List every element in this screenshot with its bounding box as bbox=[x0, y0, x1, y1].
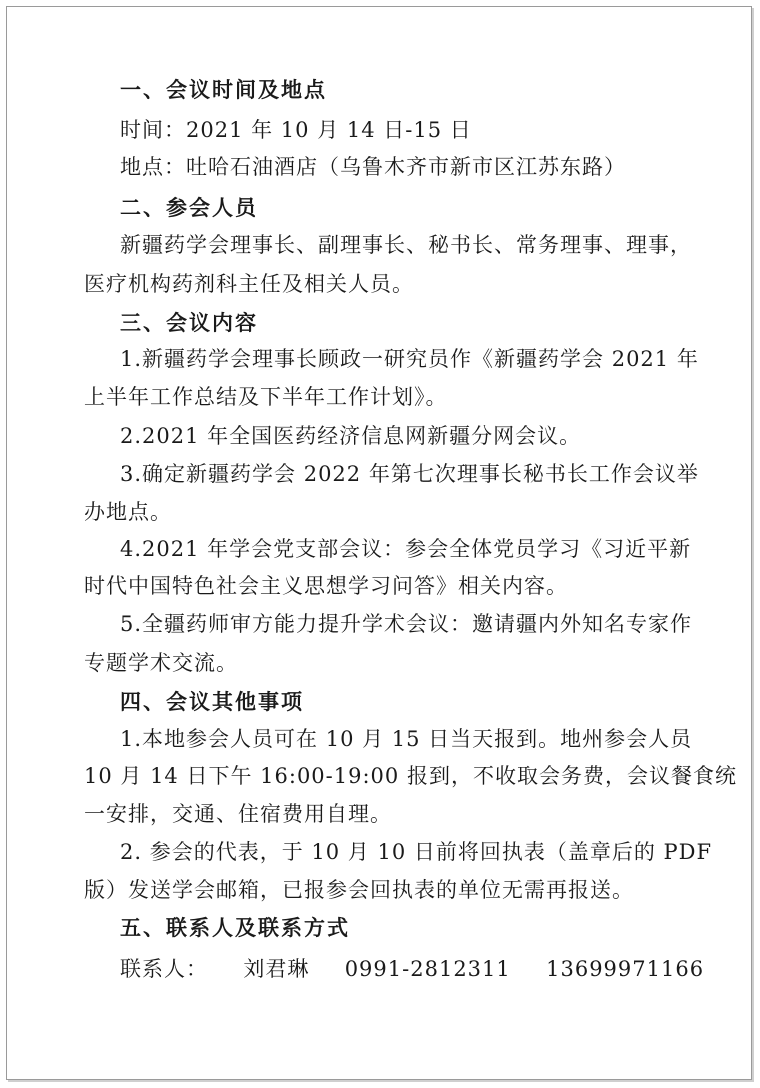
meeting-time-line: 时间：2021 年 10 月 14 日-15 日 bbox=[120, 118, 472, 142]
section-heading-content: 三、会议内容 bbox=[120, 311, 258, 335]
attendees-line-1: 新疆药学会理事长、副理事长、秘书长、常务理事、理事， bbox=[120, 233, 692, 257]
other-item-2-line-2: 版）发送学会邮箱，已报参会回执表的单位无需再报送。 bbox=[84, 878, 634, 902]
attendees-line-2: 医疗机构药剂科主任及相关人员。 bbox=[84, 272, 414, 296]
content-item-4-line-2: 时代中国特色社会主义思想学习问答》相关内容。 bbox=[84, 574, 568, 598]
section-heading-other-matters: 四、会议其他事项 bbox=[120, 690, 304, 714]
other-item-2-line-1: 2. 参会的代表，于 10 月 10 日前将回执表（盖章后的 PDF bbox=[120, 840, 713, 864]
content-item-1-line-2: 上半年工作总结及下半年工作计划》。 bbox=[84, 385, 448, 409]
other-item-1-line-1: 1.本地参会人员可在 10 月 15 日当天报到。地州参会人员 bbox=[120, 727, 693, 751]
other-item-1-line-3: 一安排，交通、住宿费用自理。 bbox=[84, 802, 392, 826]
content-item-5-line-2: 专题学术交流。 bbox=[84, 651, 238, 675]
content-item-1-line-1: 1.新疆药学会理事长顾政一研究员作《新疆药学会 2021 年 bbox=[120, 347, 699, 371]
other-item-1-line-2: 10 月 14 日下午 16:00-19:00 报到，不收取会务费，会议餐食统 bbox=[84, 764, 737, 788]
section-heading-time-location: 一、会议时间及地点 bbox=[120, 78, 327, 102]
contact-line: 联系人： 刘君琳 0991-2812311 13699971166 bbox=[120, 957, 705, 981]
section-heading-contact: 五、联系人及联系方式 bbox=[120, 916, 350, 940]
content-item-4-line-1: 4.2021 年学会党支部会议：参会全体党员学习《习近平新 bbox=[120, 537, 692, 561]
meeting-location-line: 地点：吐哈石油酒店（乌鲁木齐市新市区江苏东路） bbox=[120, 155, 626, 179]
content-item-3-line-1: 3.确定新疆药学会 2022 年第七次理事长秘书长工作会议举 bbox=[120, 462, 699, 486]
content-item-5-line-1: 5.全疆药师审方能力提升学术会议：邀请疆内外知名专家作 bbox=[120, 612, 693, 636]
section-heading-attendees: 二、参会人员 bbox=[120, 196, 258, 220]
content-item-2: 2.2021 年全国医药经济信息网新疆分网会议。 bbox=[120, 424, 582, 448]
content-item-3-line-2: 办地点。 bbox=[84, 500, 172, 524]
